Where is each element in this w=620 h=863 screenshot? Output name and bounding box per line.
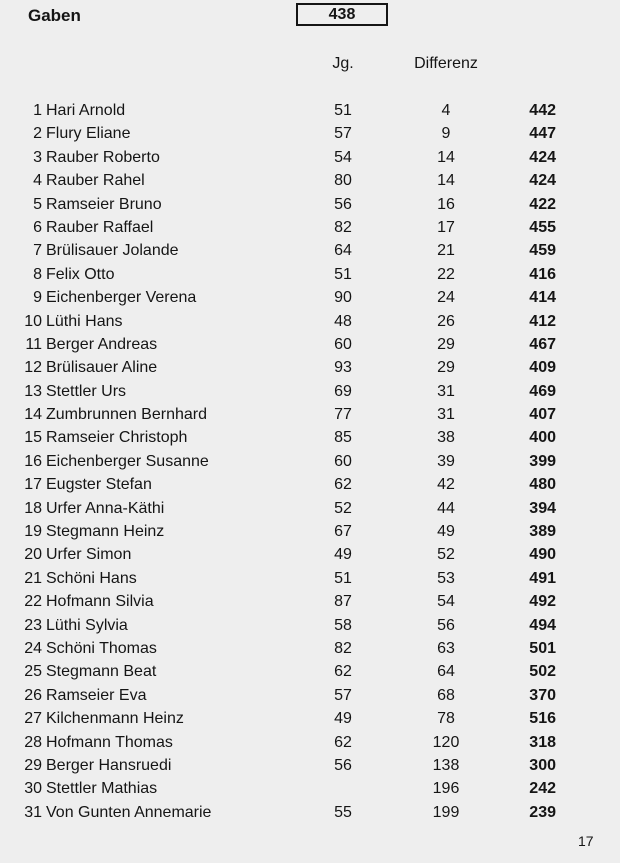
page-title: Gaben (28, 6, 81, 25)
difference-value: 44 (437, 499, 455, 517)
rank-number: 13 (24, 382, 42, 400)
score-value: 455 (529, 218, 556, 236)
rank-number: 18 (24, 499, 42, 517)
birth-year: 51 (334, 102, 352, 119)
participant-name: Berger Hansruedi (46, 756, 172, 774)
rank-number: 25 (24, 663, 42, 681)
table-row (0, 193, 620, 216)
participant-cell (0, 684, 200, 707)
participant-name: Hari Arnold (46, 102, 126, 119)
participant-cell (0, 146, 200, 169)
difference-value: 4 (441, 102, 451, 119)
birth-year: 77 (334, 406, 352, 424)
table-row (0, 777, 620, 800)
difference-value: 29 (437, 359, 455, 377)
birth-year: 55 (334, 803, 352, 821)
table-row (0, 239, 620, 262)
participant-cell (0, 286, 200, 309)
participant-cell (0, 707, 200, 730)
score-value: 480 (529, 476, 556, 494)
score-value: 400 (529, 429, 556, 447)
table-row (0, 707, 620, 730)
table-row (0, 380, 620, 403)
birth-year: 90 (334, 289, 352, 307)
rank-number: 12 (24, 359, 42, 377)
participant-cell (0, 403, 207, 426)
birth-year: 64 (334, 242, 352, 260)
participant-name: Stettler Mathias (46, 780, 158, 798)
difference-value: 196 (432, 780, 460, 798)
score-value: 424 (529, 148, 556, 166)
birth-year: 57 (334, 125, 352, 143)
birth-year: 49 (334, 710, 352, 728)
score-value: 409 (529, 359, 556, 377)
participant-cell (0, 637, 200, 660)
score-value: 242 (529, 780, 556, 798)
participant-name: Stegmann Beat (46, 663, 157, 681)
score-value: 394 (529, 499, 556, 517)
table-row (0, 801, 620, 824)
rank-number: 2 (33, 125, 42, 143)
table-row (0, 520, 620, 543)
score-value: 501 (529, 639, 556, 657)
difference-value: 54 (437, 593, 455, 611)
difference-value: 64 (437, 663, 455, 681)
participant-cell (0, 473, 200, 496)
score-value: 494 (529, 616, 556, 634)
participant-cell (0, 193, 200, 216)
table-row (0, 590, 620, 613)
difference-value: 14 (437, 172, 455, 190)
rank-number: 30 (24, 780, 42, 798)
participant-cell (0, 497, 200, 520)
participant-name: Stegmann Heinz (46, 523, 165, 541)
table-row (0, 286, 620, 309)
rank-number: 26 (24, 686, 42, 704)
birth-year: 51 (334, 265, 352, 283)
score-value: 424 (529, 172, 556, 190)
table-row (0, 263, 620, 286)
score-value: 414 (529, 289, 556, 307)
score-value: 422 (529, 195, 556, 213)
participant-name: Hofmann Thomas (46, 733, 173, 751)
participant-cell (0, 450, 209, 473)
participant-cell (0, 567, 200, 590)
rank-number: 23 (24, 616, 42, 634)
rank-number: 5 (33, 195, 42, 213)
birth-year: 67 (334, 523, 352, 541)
table-row (0, 497, 620, 520)
participant-name: Zumbrunnen Bernhard (46, 406, 207, 424)
score-value: 516 (529, 710, 556, 728)
birth-year: 62 (334, 733, 352, 751)
difference-value: 39 (437, 452, 455, 470)
rank-number: 6 (33, 218, 42, 236)
difference-value: 42 (437, 476, 455, 494)
rank-number: 8 (33, 265, 42, 283)
participant-cell (0, 122, 200, 145)
table-row (0, 146, 620, 169)
table-row (0, 169, 620, 192)
birth-year: 62 (334, 476, 352, 494)
difference-value: 52 (437, 546, 455, 564)
difference-value: 63 (437, 639, 455, 657)
participant-name: Rauber Raffael (46, 218, 154, 236)
table-row (0, 637, 620, 660)
difference-value: 22 (437, 265, 455, 283)
participant-name: Felix Otto (46, 265, 115, 283)
difference-value: 38 (437, 429, 455, 447)
score-value: 492 (529, 593, 556, 611)
rank-number: 20 (24, 546, 42, 564)
difference-value: 24 (437, 289, 455, 307)
score-value: 389 (529, 523, 556, 541)
participant-name: Flury Eliane (46, 125, 131, 143)
birth-year: 56 (334, 195, 352, 213)
birth-year: 69 (334, 382, 352, 400)
difference-value: 49 (437, 523, 455, 541)
participant-cell (0, 263, 200, 286)
birth-year: 82 (334, 218, 352, 236)
participant-cell (0, 216, 200, 239)
table-row (0, 122, 620, 145)
score-value: 300 (529, 756, 556, 774)
birth-year: 60 (334, 335, 352, 353)
rank-number: 31 (24, 803, 42, 821)
participant-name: Brülisauer Aline (46, 359, 158, 377)
target-value-box: 438 (296, 3, 388, 26)
participant-cell (0, 590, 200, 613)
column-header-difference: Differenz (414, 55, 478, 72)
rank-number: 15 (24, 429, 42, 447)
difference-value: 9 (441, 125, 451, 143)
participant-name: Von Gunten Annemarie (46, 803, 212, 821)
score-value: 491 (529, 569, 556, 587)
rank-number: 27 (24, 710, 42, 728)
difference-value: 56 (437, 616, 455, 634)
difference-value: 31 (437, 406, 455, 424)
participant-name: Schöni Hans (46, 569, 137, 587)
rank-number: 21 (24, 569, 42, 587)
birth-year: 48 (334, 312, 352, 330)
difference-value: 31 (437, 382, 455, 400)
rank-number: 11 (25, 335, 42, 353)
score-value: 442 (529, 102, 556, 119)
table-row (0, 310, 620, 333)
birth-year: 52 (334, 499, 352, 517)
table-row (0, 754, 620, 777)
table-row (0, 731, 620, 754)
birth-year: 58 (334, 616, 352, 634)
participant-cell (0, 99, 200, 122)
participant-name: Stettler Urs (46, 382, 127, 400)
participant-name: Ramseier Eva (46, 686, 147, 704)
participant-name: Lüthi Hans (46, 312, 123, 330)
participant-name: Urfer Anna-Käthi (46, 499, 165, 517)
table-row (0, 99, 620, 122)
difference-value: 14 (437, 148, 455, 166)
birth-year: 49 (334, 546, 352, 564)
score-value: 502 (529, 663, 556, 681)
rank-number: 19 (24, 523, 42, 541)
participant-name: Brülisauer Jolande (46, 242, 179, 260)
participant-name: Hofmann Silvia (46, 593, 154, 611)
rank-number: 9 (33, 289, 42, 307)
rank-number: 7 (33, 242, 42, 260)
participant-cell (0, 380, 200, 403)
table-row (0, 473, 620, 496)
participant-cell (0, 731, 200, 754)
participant-name: Schöni Thomas (46, 639, 157, 657)
participant-cell (0, 426, 200, 449)
participant-cell (0, 169, 200, 192)
participant-name: Ramseier Christoph (46, 429, 188, 447)
rank-number: 29 (24, 756, 42, 774)
difference-value: 21 (437, 242, 455, 260)
table-row (0, 333, 620, 356)
score-value: 412 (529, 312, 556, 330)
participant-cell (0, 614, 200, 637)
birth-year: 80 (334, 172, 352, 190)
score-value: 399 (529, 452, 556, 470)
participant-cell (0, 660, 200, 683)
birth-year: 62 (334, 663, 352, 681)
birth-year: 82 (334, 639, 352, 657)
score-value: 370 (529, 686, 556, 704)
score-value: 459 (529, 242, 556, 260)
column-header-year: Jg. (332, 55, 354, 72)
rank-number: 4 (33, 172, 42, 190)
rank-number: 3 (33, 148, 42, 166)
birth-year: 60 (334, 452, 352, 470)
score-value: 407 (529, 406, 556, 424)
participant-cell (0, 543, 200, 566)
table-row (0, 660, 620, 683)
score-value: 467 (529, 335, 556, 353)
participant-cell (0, 777, 200, 800)
difference-value: 78 (437, 710, 455, 728)
birth-year: 54 (334, 148, 352, 166)
score-value: 239 (529, 803, 556, 821)
score-value: 469 (529, 382, 556, 400)
difference-value: 26 (437, 312, 455, 330)
score-value: 318 (529, 733, 556, 751)
rank-number: 1 (33, 102, 42, 119)
participant-cell (0, 356, 200, 379)
table-row (0, 216, 620, 239)
birth-year: 87 (334, 593, 352, 611)
participant-name: Eichenberger Verena (46, 289, 197, 307)
participant-name: Rauber Rahel (46, 172, 145, 190)
table-row (0, 450, 620, 473)
participant-name: Eugster Stefan (46, 476, 152, 494)
rank-number: 10 (24, 312, 42, 330)
birth-year: 85 (334, 429, 352, 447)
participant-name: Rauber Roberto (46, 148, 160, 166)
table-row (0, 614, 620, 637)
rank-number: 24 (24, 639, 42, 657)
difference-value: 29 (437, 335, 455, 353)
rank-number: 14 (24, 406, 42, 424)
difference-value: 199 (432, 803, 460, 821)
rank-number: 16 (24, 452, 42, 470)
table-row (0, 543, 620, 566)
participant-cell (0, 754, 200, 777)
difference-value: 17 (437, 218, 455, 236)
difference-value: 53 (437, 569, 455, 587)
participant-name: Urfer Simon (46, 546, 132, 564)
rank-number: 28 (24, 733, 42, 751)
participant-cell (0, 310, 200, 333)
participant-name: Eichenberger Susanne (46, 452, 209, 470)
participant-cell (0, 801, 212, 824)
participant-cell (0, 520, 200, 543)
birth-year: 93 (334, 359, 352, 377)
score-value: 490 (529, 546, 556, 564)
table-row (0, 403, 620, 426)
birth-year: 57 (334, 686, 352, 704)
difference-value: 68 (437, 686, 455, 704)
table-row (0, 356, 620, 379)
difference-value: 120 (432, 733, 460, 751)
participant-cell (0, 239, 200, 262)
participant-cell (0, 333, 200, 356)
participant-name: Lüthi Sylvia (46, 616, 128, 634)
difference-value: 138 (432, 756, 460, 774)
rank-number: 22 (24, 593, 42, 611)
score-value: 416 (529, 265, 556, 283)
table-row (0, 567, 620, 590)
participant-name: Berger Andreas (46, 335, 158, 353)
rank-number: 17 (24, 476, 42, 494)
difference-value: 16 (437, 195, 455, 213)
page-number: 17 (578, 833, 594, 849)
table-row (0, 426, 620, 449)
score-value: 447 (529, 125, 556, 143)
participant-name: Kilchenmann Heinz (46, 710, 184, 728)
table-row (0, 684, 620, 707)
participant-name: Ramseier Bruno (46, 195, 162, 213)
results-table (0, 99, 620, 824)
birth-year: 56 (334, 756, 352, 774)
birth-year: 51 (334, 569, 352, 587)
